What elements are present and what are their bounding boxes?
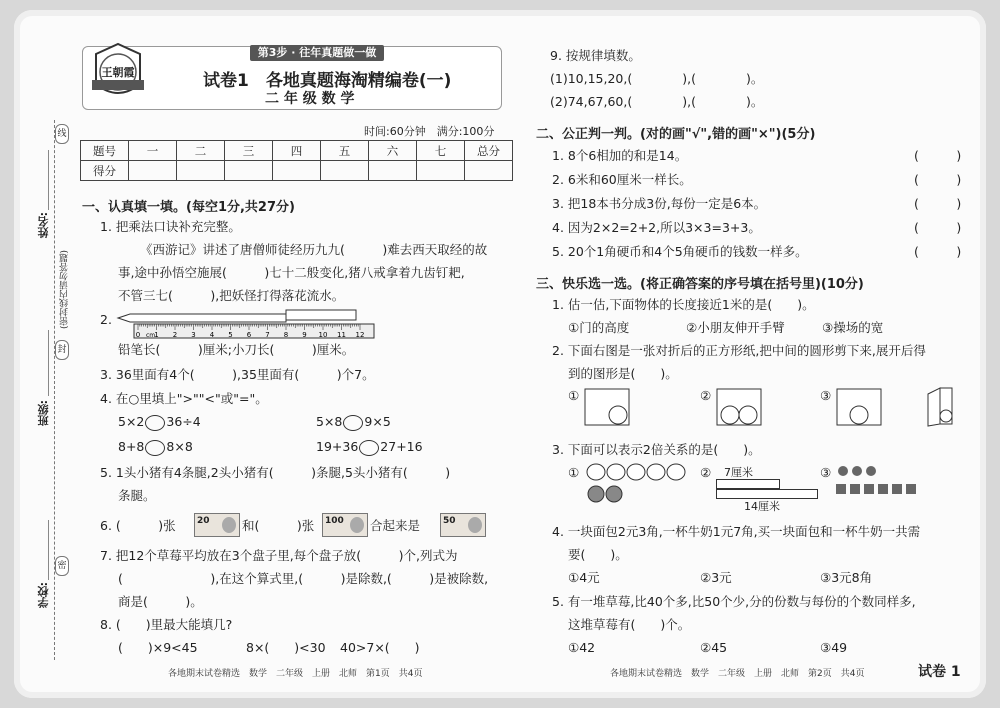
square-shape	[836, 484, 846, 494]
score-cell[interactable]	[465, 161, 513, 181]
choice-option[interactable]: ①42	[568, 640, 596, 655]
choice-question-2-line: 到的图形是( )。	[568, 366, 678, 381]
square-shape	[850, 484, 860, 494]
judge-answer[interactable]: ( )	[914, 244, 962, 259]
square-shape	[864, 484, 874, 494]
question-1: 1. 把乘法口诀补充完整。	[100, 219, 241, 234]
question-6-b: 和( )张	[242, 518, 315, 533]
question-1-line: 事,途中孙悟空施展( )七十二般变化,猪八戒拿着九齿钉耙,	[118, 265, 465, 280]
bar-7cm	[716, 479, 780, 489]
ruler-tick-label: 3	[191, 331, 196, 339]
step-bar: 第3步 · 往年真题做一做	[250, 45, 384, 61]
paper-badge: 试卷 1	[918, 664, 961, 680]
score-cell[interactable]	[417, 161, 465, 181]
question-2-line: 铅笔长( )厘米;小刀长( )厘米。	[118, 342, 355, 357]
compare-circle[interactable]	[359, 440, 379, 456]
question-4: 4. 在○里填上">""<"或"="。	[100, 391, 268, 406]
square-shape	[878, 484, 888, 494]
compare-right: 9×5	[364, 414, 391, 429]
choice-option[interactable]: ①门的高度	[568, 320, 630, 335]
table-row	[81, 161, 513, 181]
banknote-20-yuan: 20	[194, 513, 240, 537]
ruler-figure	[116, 306, 376, 340]
compare-item	[316, 414, 391, 431]
exam-meta: 时间:60分钟 满分:100分	[364, 125, 495, 138]
square-shape	[906, 484, 916, 494]
question-3: 3. 36里面有4个( ),35里面有( )个7。	[100, 367, 375, 382]
choice-option[interactable]: ③3元8角	[820, 570, 873, 585]
seal-note: (密封线内请勿答题)	[60, 250, 70, 330]
choice-option[interactable]: ①4元	[568, 570, 600, 585]
banknote-100-yuan: 100	[322, 513, 368, 537]
table-header-cell: 题号	[81, 141, 129, 161]
question-7: 7. 把12个草莓平均放在3个盘子里,每个盘子放( )个,列式为	[100, 548, 458, 563]
folded-paper-option-2[interactable]	[716, 388, 764, 426]
ruler-tick-label: 12	[355, 331, 365, 339]
seal-char: 密	[55, 556, 69, 576]
question-8-b: 8×( )<30	[246, 640, 326, 655]
option-mark: ①	[568, 465, 580, 480]
table-header-cell: 四	[273, 141, 321, 161]
ruler-tick-label: 7	[265, 331, 270, 339]
table-header-cell: 七	[417, 141, 465, 161]
question-7-line: ( ),在这个算式里,( )是除数,( )是被除数,	[118, 571, 489, 586]
table-header-cell: 二	[177, 141, 225, 161]
choice-option[interactable]: ③操场的宽	[822, 320, 884, 335]
table-row	[81, 141, 513, 161]
choice-option[interactable]: ②3元	[700, 570, 732, 585]
choice-question-1: 1. 估一估,下面物体的长度接近1米的是( )。	[552, 297, 815, 312]
score-cell[interactable]	[177, 161, 225, 181]
footer-left: 各地期末试卷精选 数学 二年级 上册 北师 第1页 共4页	[168, 669, 423, 679]
class-label: 班级:	[37, 400, 50, 427]
option-mark: ①	[568, 388, 580, 403]
square-shape	[892, 484, 902, 494]
choice-question-3: 3. 下面可以表示2倍关系的是( )。	[552, 442, 761, 457]
compare-right: 27+16	[380, 439, 423, 454]
school-label: 学校:	[37, 582, 50, 609]
table-header-cell: 三	[225, 141, 273, 161]
svg-text:王朝霞: 王朝霞	[101, 66, 135, 79]
choice-option[interactable]: ③49	[820, 640, 848, 655]
table-row-label: 得分	[81, 161, 129, 181]
choice-question-4-line: 要( )。	[568, 547, 628, 562]
compare-right: 36÷4	[166, 414, 201, 429]
judge-item: 3. 把18本书分成3份,每份一定是6本。	[552, 196, 767, 211]
option-mark: ③	[820, 465, 832, 480]
option-mark: ②	[700, 465, 712, 480]
ruler-tick-label: 0	[135, 331, 141, 339]
seal-line	[54, 120, 55, 660]
ruler-tick-label: 11	[337, 331, 346, 339]
judge-item: 2. 6米和60厘米一样长。	[552, 172, 692, 187]
seal-char: 线	[55, 124, 69, 144]
banknote-50-yuan: 50	[440, 513, 486, 537]
question-8-a: ( )×9<45	[118, 640, 198, 655]
question-1-line: 不管三七( ),把妖怪打得落花流水。	[118, 288, 345, 303]
ruler-tick-label: 1	[154, 331, 159, 339]
choice-question-4: 4. 一块面包2元3角,一杯牛奶1元7角,买一块面包和一杯牛奶一共需	[552, 524, 921, 539]
judge-answer[interactable]: ( )	[914, 196, 962, 211]
score-cell[interactable]	[321, 161, 369, 181]
score-cell[interactable]	[129, 161, 177, 181]
folded-square-figure	[926, 386, 956, 428]
score-cell[interactable]	[273, 161, 321, 181]
table-header-cell: 六	[369, 141, 417, 161]
folded-paper-option-1[interactable]	[584, 388, 632, 426]
compare-circle[interactable]	[145, 440, 165, 456]
folded-paper-option-3[interactable]	[836, 388, 884, 426]
compare-left: 8+8	[118, 439, 145, 454]
question-8: 8. ( )里最大能填几?	[100, 617, 233, 632]
ruler-tick-label: 2	[172, 331, 178, 339]
compare-left: 5×2	[118, 414, 145, 429]
option-mark: ③	[820, 388, 832, 403]
fruit-groups-figure[interactable]	[584, 462, 688, 506]
footer-right: 各地期末试卷精选 数学 二年级 上册 北师 第2页 共4页	[610, 669, 865, 679]
dot-shape	[838, 466, 848, 476]
section3-title: 三、快乐选一选。(将正确答案的序号填在括号里)(10分)	[536, 277, 864, 292]
question-5-line: 条腿。	[118, 488, 156, 503]
question-2-num: 2.	[100, 312, 112, 327]
section1-title: 一、认真填一填。(每空1分,共27分)	[82, 200, 295, 215]
compare-left: 19+36	[316, 439, 359, 454]
page-title: 试卷1 各地真题海淘精编卷(一)	[203, 71, 452, 91]
choice-option[interactable]: ②45	[700, 640, 728, 655]
compare-item	[118, 439, 193, 456]
ruler-tick-label: 5	[228, 331, 233, 339]
question-6-c: 合起来是	[370, 518, 421, 533]
ruler-tick-label: 4	[209, 331, 215, 339]
name-underline	[48, 150, 49, 210]
judge-answer[interactable]: ( )	[914, 172, 962, 187]
dot-shape	[866, 466, 876, 476]
bar-label-7cm: 7厘米	[724, 466, 753, 479]
name-label: 姓名:	[37, 212, 50, 239]
judge-answer[interactable]: ( )	[914, 220, 962, 235]
question-5: 5. 1头小猪有4条腿,2头小猪有( )条腿,5头小猪有( )	[100, 465, 451, 480]
dot-shape	[852, 466, 862, 476]
question-9-2: (2)74,67,60,( ),( )。	[550, 94, 764, 109]
compare-item	[316, 439, 423, 456]
seal-char: 封	[55, 340, 69, 360]
score-table	[80, 140, 513, 181]
table-header-cell: 总分	[465, 141, 513, 161]
question-6-a: 6. ( )张	[100, 518, 176, 533]
ruler-tick-label: 9	[302, 331, 307, 339]
option-mark: ②	[700, 388, 712, 403]
ruler-tick-label: 8	[283, 331, 289, 339]
bar-label-14cm: 14厘米	[744, 500, 780, 513]
question-1-line: 《西游记》讲述了唐僧师徒经历九九( )难去西天取经的故	[140, 242, 488, 257]
section2-title: 二、公正判一判。(对的画"√",错的画"×")(5分)	[536, 127, 816, 142]
compare-left: 5×8	[316, 414, 343, 429]
question-8-c: 40>7×( )	[340, 640, 420, 655]
question-9-1: (1)10,15,20,( ),( )。	[550, 71, 764, 86]
choice-question-5: 5. 有一堆草莓,比40个多,比50个少,分的份数与每份的个数同样多,	[552, 594, 916, 609]
score-cell[interactable]	[369, 161, 417, 181]
ruler-tick-label: 10	[318, 331, 328, 339]
question-9: 9. 按规律填数。	[550, 48, 641, 63]
class-underline	[48, 330, 49, 396]
judge-item: 5. 20个1角硬币和4个5角硬币的钱数一样多。	[552, 244, 808, 259]
compare-circle[interactable]	[145, 415, 165, 431]
choice-question-2: 2. 下面右图是一张对折后的正方形纸,把中间的圆形剪下来,展开后得	[552, 343, 926, 358]
compare-right: 8×8	[166, 439, 193, 454]
school-underline	[48, 520, 49, 580]
question-7-line: 商是( )。	[118, 594, 203, 609]
publisher-logo	[88, 40, 148, 106]
choice-question-5-line: 这堆草莓有( )个。	[568, 617, 691, 632]
ruler-tick-label: 6	[246, 331, 252, 339]
page-subtitle: 二 年 级 数 学	[265, 91, 355, 107]
score-cell[interactable]	[225, 161, 273, 181]
judge-item: 4. 因为2×2=2+2,所以3×3=3+3。	[552, 220, 761, 235]
ruler-unit-label: cm	[146, 332, 156, 339]
table-header-cell: 五	[321, 141, 369, 161]
judge-item: 1. 8个6相加的和是14。	[552, 148, 688, 163]
choice-option[interactable]: ②小朋友伸开手臂	[686, 320, 785, 335]
compare-circle[interactable]	[343, 415, 363, 431]
judge-answer[interactable]: ( )	[914, 148, 962, 163]
table-header-cell: 一	[129, 141, 177, 161]
compare-item	[118, 414, 201, 431]
